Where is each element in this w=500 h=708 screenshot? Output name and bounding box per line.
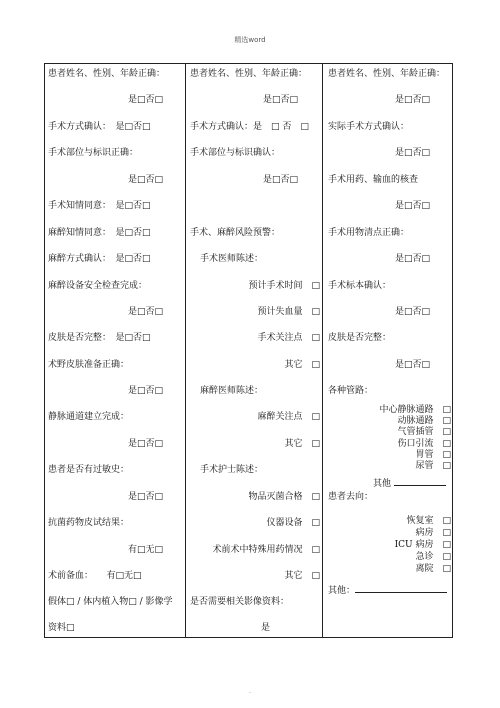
c3-tube-other-field[interactable] <box>394 476 446 486</box>
c1-skin-prep-check[interactable]: 是□否□ <box>127 386 163 396</box>
c1-equipment-label: 麻醉设备安全检查完成： <box>48 281 148 291</box>
c2-imaging-yes[interactable]: 是 <box>261 623 271 633</box>
c3-specimen-check[interactable]: 是□否□ <box>394 307 430 317</box>
c1-equipment-check[interactable]: 是□否□ <box>127 307 163 317</box>
c2-surgeon-statement: 手术医师陈述： <box>200 254 264 264</box>
c3-tube-gastric[interactable]: 胃管 □ <box>415 450 451 460</box>
c3-identity-label: 患者姓名、性别、年龄正确： <box>328 69 446 79</box>
c2-identity-check[interactable]: 是□否□ <box>262 95 298 105</box>
c3-dest-ward[interactable]: 病房 □ <box>415 528 451 538</box>
c1-site-label: 手术部位与标识正确： <box>48 148 139 158</box>
c3-tubes-label: 各种管路： <box>328 386 374 396</box>
c3-tube-intubation[interactable]: 气管插管 □ <box>397 427 451 437</box>
c1-iv-check[interactable]: 是□否□ <box>127 439 163 449</box>
c3-count-check[interactable]: 是□否□ <box>394 254 430 264</box>
c1-surgery-consent[interactable]: 手术知情同意： 是□否□ <box>48 201 151 211</box>
c3-dest-discharge[interactable]: 离院 □ <box>415 564 451 574</box>
c1-surgery-method[interactable]: 手术方式确认： 是□否□ <box>48 122 151 132</box>
column-divider-1 <box>185 63 186 638</box>
c2-sterile-items[interactable]: 物品灭菌合格 □ <box>248 492 320 502</box>
c2-site-label: 手术部位与标识确认： <box>190 148 281 158</box>
c2-anesthetist-statement: 麻醉医师陈述： <box>200 386 264 396</box>
c1-iv-label: 静脉通道建立完成： <box>48 412 130 422</box>
c2-surgeon-other[interactable]: 其它 □ <box>284 360 320 370</box>
c1-skin-test-label: 抗菌药物皮试结果： <box>48 518 130 528</box>
c2-surgery-method[interactable]: 手术方式确认：是 □ 否 □ <box>190 122 309 132</box>
c1-blood-prep[interactable]: 术前备血： 有□无□ <box>48 571 142 581</box>
c2-special-meds[interactable]: 术前术中特殊用药情况 □ <box>212 545 320 555</box>
c3-tube-urinary[interactable]: 尿管 □ <box>415 461 451 471</box>
c3-actual-method-label: 实际手术方式确认： <box>328 122 410 132</box>
c1-allergy-check[interactable]: 是□否□ <box>127 492 163 502</box>
c3-destination-label: 患者去向： <box>328 492 374 502</box>
c3-specimen-label: 手术标本确认： <box>328 281 392 291</box>
c1-anesthesia-method[interactable]: 麻醉方式确认： 是□否□ <box>48 254 151 264</box>
c3-med-blood-label: 手术用药、输血的核查 <box>328 175 419 185</box>
c3-dest-emergency[interactable]: 急诊 □ <box>415 552 451 562</box>
c2-est-time[interactable]: 预计手术时间 □ <box>248 281 320 291</box>
c1-skin-intact[interactable]: 皮肤是否完整： 是□否□ <box>48 333 151 343</box>
c3-tube-arterial[interactable]: 动脉通路 □ <box>397 416 451 426</box>
c3-count-label: 手术用物清点正确： <box>328 228 410 238</box>
c3-med-blood-check[interactable]: 是□否□ <box>394 201 430 211</box>
c3-tube-drainage[interactable]: 伤口引流 □ <box>397 439 451 449</box>
c1-imaging-label[interactable]: 资料□ <box>48 623 75 633</box>
c3-other[interactable] <box>328 583 447 597</box>
c1-anesthesia-consent[interactable]: 麻醉知情同意： 是□否□ <box>48 228 151 238</box>
c1-skin-test-check[interactable]: 有□无□ <box>127 545 163 555</box>
page-header: 精选word <box>234 36 266 44</box>
c2-imaging-label: 是否需要相关影像资料： <box>190 597 290 607</box>
c1-implant-label[interactable]: 假体□ / 体内植入物□ / 影像学 <box>48 597 173 607</box>
c3-other-field[interactable] <box>355 583 447 593</box>
c2-instruments[interactable]: 仪器设备 □ <box>266 518 320 528</box>
c3-skin-check[interactable]: 是□否□ <box>394 360 430 370</box>
c1-identity-check[interactable]: 是□否□ <box>127 95 163 105</box>
c3-identity-check[interactable]: 是□否□ <box>394 95 430 105</box>
c2-risk-warning: 手术、麻醉风险预警： <box>190 228 281 238</box>
c3-skin-label: 皮肤是否完整： <box>328 333 392 343</box>
c2-est-blood-loss[interactable]: 预计失血量 □ <box>257 307 320 317</box>
c3-tube-other-label: 其他 <box>373 479 392 489</box>
c2-anesthetist-other[interactable]: 其它 □ <box>284 439 320 449</box>
c3-actual-method-check[interactable]: 是□否□ <box>394 148 430 158</box>
c3-dest-icu[interactable]: ICU 病房 □ <box>394 540 451 550</box>
c1-identity-label: 患者姓名、性别、年龄正确： <box>48 69 166 79</box>
c2-nurse-statement: 手术护士陈述： <box>200 465 264 475</box>
column-divider-2 <box>322 63 323 638</box>
c3-other-label: 其他： <box>328 586 356 596</box>
c3-tube-other[interactable] <box>373 476 446 490</box>
c1-allergy-label: 患者是否有过敏史： <box>48 465 130 475</box>
c2-surgery-focus[interactable]: 手术关注点 □ <box>257 333 320 343</box>
c2-identity-label: 患者姓名、性别、年龄正确： <box>190 69 308 79</box>
c2-site-check[interactable]: 是□否□ <box>262 175 298 185</box>
c3-tube-central[interactable]: 中心静脉通路 □ <box>379 405 451 415</box>
c1-skin-prep-label: 术野皮肤准备正确： <box>48 360 130 370</box>
c2-anesthesia-focus[interactable]: 麻醉关注点 □ <box>257 412 320 422</box>
c3-dest-recovery[interactable]: 恢复室 □ <box>406 516 451 526</box>
c1-site-check[interactable]: 是□否□ <box>127 175 163 185</box>
c2-nurse-other[interactable]: 其它 □ <box>284 571 320 581</box>
page-footer-mark: . <box>249 688 251 695</box>
